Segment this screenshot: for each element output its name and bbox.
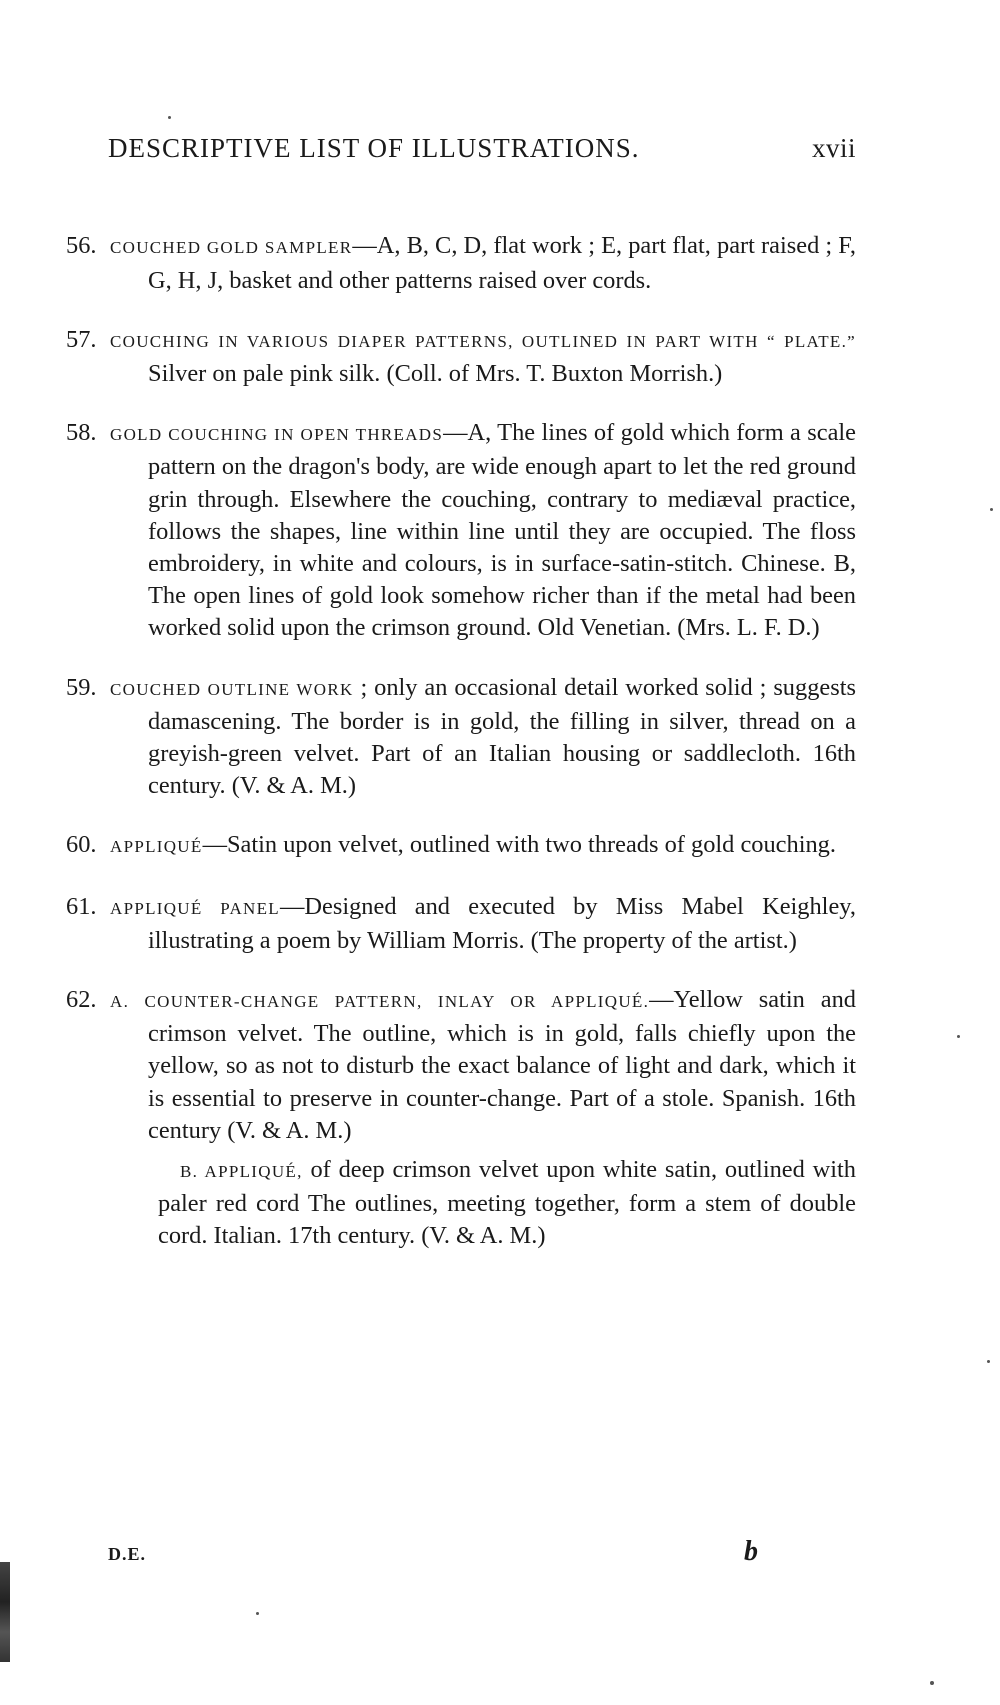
- entry-caption: COUCHED OUTLINE WORK: [110, 679, 354, 699]
- paper-speck: [987, 1360, 990, 1363]
- entry-caption: A. COUNTER-CHANGE PATTERN, INLAY OR APPLIQUÉ.: [110, 992, 650, 1012]
- entry-text: —Designed and executed by Miss Mabel Keighley, illustrating a poem by William Morris. (The property of the artist.): [148, 892, 856, 954]
- page-number: xvii: [811, 133, 856, 163]
- list-entry-62: [66, 984, 856, 1147]
- entry-text: ; only an occasional detail worked solid ; suggests damascening. The border is in gold, the filling in silver, thread on a greyish-green velvet. Part of an Italian housing or saddlecloth. 16th century. (V. & A. M.): [148, 673, 856, 800]
- entry-text: —Satin upon velvet, outlined with two threads of gold couching.: [202, 831, 836, 859]
- entry-number: 61.: [66, 892, 97, 920]
- entry-text: —Yellow satin and crimson velvet. The outline, which is in gold, falls chiefly upon the yellow, so as not to disturb the exact balance of light and dark, which it is essential to preserve in counter-change. Part of a stole. Spanish. 16th century (V. & A. M.): [148, 986, 856, 1144]
- signature-letter: b: [744, 1536, 758, 1567]
- entry-caption: COUCHING IN VARIOUS DIAPER PATTERNS, OUTLINED IN PART WITH “ PLATE.”: [110, 331, 856, 351]
- list-entry-61: [66, 891, 856, 957]
- entry-caption: COUCHED GOLD SAMPLER: [110, 238, 353, 258]
- entry-number: 60.: [66, 831, 97, 859]
- entry-text: Silver on pale pink silk. (Coll. of Mrs. T. Buxton Morrish.): [148, 360, 723, 387]
- entry-text: —A, The lines of gold which form a scale pattern on the dragon's body, are wide enough apart to let the red ground grin through. Elsewhere the couching, contrary to mediæval practice, follows the shapes, line within line until they are occupied. The floss embroidery, in white and colours, is in surface-satin-stitch. Chinese. B, The open lines of gold look somehow richer than if the metal had been worked solid upon the crimson ground. Old Venetian. (Mrs. L. F. D.): [148, 419, 856, 642]
- illustration-list: [66, 206, 856, 1277]
- entry-number: 59.: [66, 673, 97, 701]
- entry-text: of deep crimson velvet upon white satin, outlined with paler red cord The outlines, meeting together, form a stem of double cord. Italian. 17th century. (V. & A. M.): [158, 1156, 856, 1250]
- entry-caption: GOLD COUCHING IN OPEN THREADS: [110, 425, 444, 445]
- running-head: [108, 133, 856, 164]
- paper-speck: [957, 1035, 960, 1038]
- paper-speck: [930, 1681, 934, 1685]
- entry-caption: APPLIQUÉ: [110, 837, 203, 857]
- paper-speck: [256, 1612, 259, 1615]
- entry-number: 58.: [66, 419, 97, 447]
- paper-speck: [990, 508, 993, 511]
- list-entry-59: [66, 672, 856, 803]
- entry-number: 57.: [66, 325, 97, 353]
- list-entry-57: [66, 324, 856, 390]
- entry-number: 56.: [66, 232, 97, 260]
- signature-mark: D.E.: [108, 1544, 147, 1564]
- entry-text: —A, B, C, D, flat work ; E, part flat, part raised ; F, G, H, J, basket and other patterns raised over cords.: [148, 232, 856, 294]
- running-head-title: DESCRIPTIVE LIST OF ILLUSTRATIONS.: [108, 133, 640, 163]
- list-entry-62-b: [66, 1154, 856, 1253]
- entry-caption: B. APPLIQUÉ,: [180, 1162, 303, 1182]
- scan-edge-mark: [0, 1562, 10, 1662]
- list-entry-58: [66, 417, 856, 644]
- entry-number: 62.: [66, 986, 97, 1014]
- list-entry-60: [66, 829, 856, 863]
- paper-speck: [168, 116, 171, 119]
- page-footer: [108, 1536, 758, 1568]
- entry-caption: APPLIQUÉ PANEL: [110, 898, 280, 918]
- list-entry-56: [66, 230, 856, 296]
